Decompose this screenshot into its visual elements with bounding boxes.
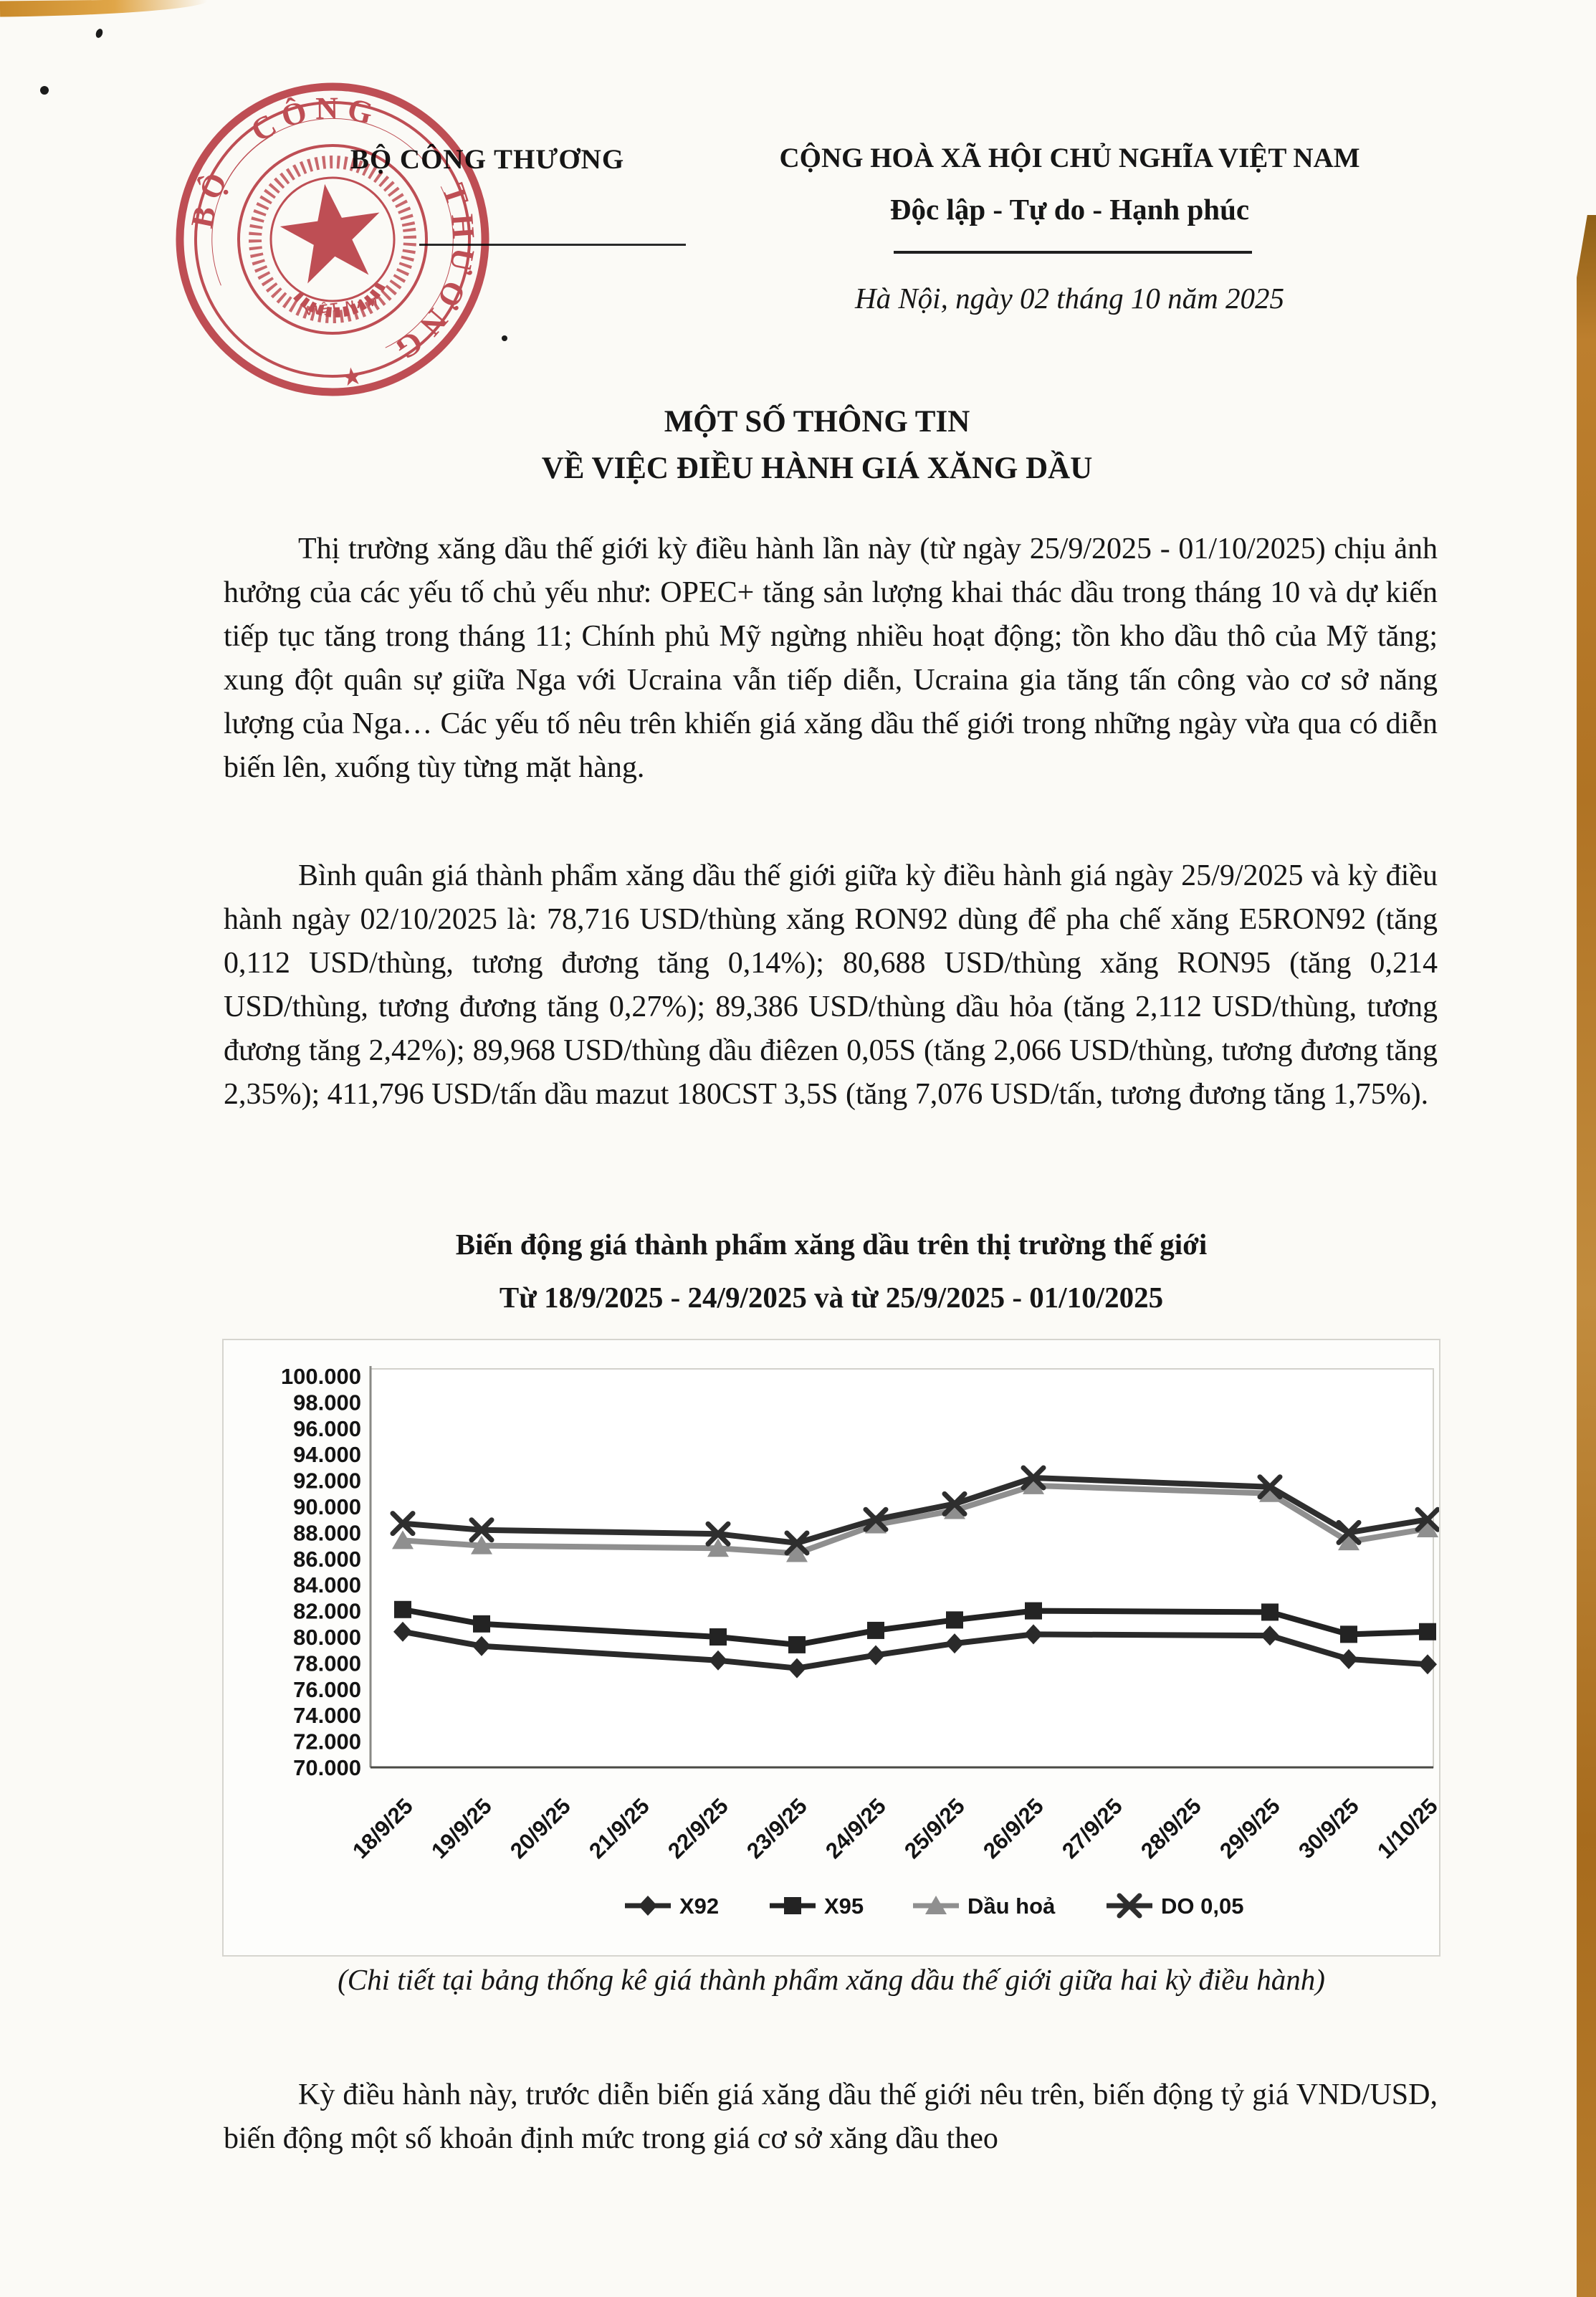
y-tick-label: 88.000 — [293, 1520, 361, 1546]
legend-item-Dầu hoả — [913, 1894, 1056, 1919]
x-tick-label: 1/10/25 — [1372, 1793, 1439, 1864]
legend-label: DO 0,05 — [1161, 1894, 1244, 1919]
plot-area — [371, 1369, 1433, 1767]
marker-square — [867, 1622, 884, 1639]
x-tick-label: 27/9/25 — [1057, 1793, 1127, 1864]
stamp-emblem-caption: VIỆT NAM — [303, 294, 381, 319]
y-tick-label: 78.000 — [293, 1651, 361, 1676]
marker-square — [1340, 1625, 1357, 1643]
y-tick-label: 94.000 — [293, 1442, 361, 1468]
y-tick-label: 70.000 — [293, 1755, 361, 1780]
marker-diamond — [639, 1896, 657, 1916]
body-paragraph-2: Bình quân giá thành phẩm xăng dầu thế giới giữa kỳ điều hành giá ngày 25/9/2025 và kỳ điều hành ngày 02/10/2025 là: 78,716 USD/thùng xăng RON92 dùng để pha chế xăng E5RON92 (tăng 0,112 USD/thùng, tương đương tăng 0,14%); 80,688 USD/thùng xăng RON95 (tăng 0,214 USD/thùng, tương đương tăng 0,27%); 89,386 USD/thùng dầu hỏa (tăng 2,112 USD/thùng, tương đương tăng 2,42%); 89,968 USD/thùng dầu điêzen 0,05S (tăng 2,066 USD/thùng, tương đương tăng 2,35%); 411,796 USD/tấn dầu mazut 180CST 3,5S (tăng 7,076 USD/tấn, tương đương tăng 1,75%). — [224, 859, 1438, 1111]
legend-label: X95 — [824, 1894, 864, 1919]
x-tick-label: 19/9/25 — [426, 1793, 497, 1864]
closing-paragraph: Kỳ điều hành này, trước diễn biến giá xăng dầu thế giới nêu trên, biến động tỷ giá VND/USD, biến động một số khoản định mức trong giá cơ sở xăng dầu theo — [224, 2078, 1438, 2155]
y-tick-label: 96.000 — [293, 1415, 361, 1441]
ink-dot — [40, 86, 49, 95]
y-tick-label: 80.000 — [293, 1625, 361, 1650]
place-date-line: Hà Nội, ngày 02 tháng 10 năm 2025 — [854, 282, 1285, 315]
org-name: BỘ CÔNG THƯƠNG — [350, 144, 625, 175]
legend-item-X92 — [625, 1894, 719, 1919]
x-tick-label: 21/9/25 — [584, 1793, 654, 1864]
national-title: CỘNG HOÀ XÃ HỘI CHỦ NGHĨA VIỆT NAM — [779, 143, 1360, 173]
x-tick-label: 22/9/25 — [663, 1793, 733, 1864]
ministry-stamp-graphic — [171, 77, 494, 401]
y-tick-label: 74.000 — [293, 1703, 361, 1729]
marker-square — [784, 1897, 801, 1914]
ink-dot — [95, 28, 104, 39]
marker-square — [1261, 1603, 1279, 1620]
marker-square — [709, 1628, 727, 1646]
scan-corner-smudge — [0, 0, 208, 17]
stamp-text-bo: BỘ — [183, 161, 238, 231]
x-tick-label: 30/9/25 — [1294, 1793, 1364, 1864]
doc-title-line2: VỀ VIỆC ĐIỀU HÀNH GIÁ XĂNG DẦU — [541, 452, 1093, 486]
legend-item-DO 0,05 — [1107, 1894, 1243, 1919]
x-tick-label: 29/9/25 — [1215, 1793, 1285, 1864]
x-tick-label: 20/9/25 — [505, 1793, 575, 1864]
legend-label: X92 — [679, 1894, 720, 1919]
marker-square — [473, 1615, 490, 1633]
motto-rule — [894, 251, 1252, 254]
ink-dot — [502, 335, 507, 341]
stamp-text-cong: CÔNG — [244, 90, 383, 149]
price-chart — [222, 1339, 1440, 1957]
national-motto: Độc lập - Tự do - Hạnh phúc — [889, 193, 1250, 226]
y-tick-label: 82.000 — [293, 1598, 361, 1624]
y-tick-label: 92.000 — [293, 1468, 361, 1494]
legend-label: Dầu hoả — [967, 1894, 1056, 1919]
y-tick-label: 100.000 — [280, 1364, 361, 1389]
marker-square — [1419, 1623, 1436, 1641]
stamp-star-glyph: ★ — [339, 363, 365, 393]
x-tick-label: 23/9/25 — [742, 1793, 812, 1864]
doc-title-line1: MỘT SỐ THÔNG TIN — [664, 405, 970, 439]
doc-title — [201, 398, 1433, 492]
x-tick-label: 24/9/25 — [821, 1793, 891, 1864]
y-tick-label: 86.000 — [293, 1546, 361, 1572]
chart-heading-line2: Từ 18/9/2025 - 24/9/2025 và từ 25/9/2025 - 01/10/2025 — [499, 1281, 1164, 1314]
x-tick-label: 26/9/25 — [978, 1793, 1048, 1864]
chart-caption: (Chi tiết tại bảng thống kê giá thành phẩm xăng dầu thế giới giữa hai kỳ điều hành) — [338, 1963, 1325, 1996]
y-tick-label: 84.000 — [293, 1572, 361, 1598]
y-tick-label: 90.000 — [293, 1494, 361, 1519]
x-tick-label: 18/9/25 — [348, 1793, 418, 1864]
price-chart-svg — [224, 1340, 1439, 1955]
y-tick-label: 72.000 — [293, 1729, 361, 1754]
scan-edge-stripe — [1577, 215, 1596, 2297]
x-tick-label: 28/9/25 — [1136, 1793, 1206, 1864]
stamp-text-thuong: THƯƠNG — [383, 178, 482, 371]
y-tick-label: 76.000 — [293, 1676, 361, 1702]
ministry-stamp — [171, 77, 494, 401]
stamp-emblem — [226, 133, 439, 345]
marker-square — [788, 1636, 806, 1653]
marker-square — [1025, 1603, 1042, 1620]
marker-square — [946, 1611, 963, 1628]
chart-heading-line1: Biến động giá thành phẩm xăng dầu trên thị trường thế giới — [455, 1228, 1208, 1261]
legend-item-X95 — [770, 1894, 864, 1919]
body-paragraph-1: Thị trường xăng dầu thế giới kỳ điều hành lần này (từ ngày 25/9/2025 - 01/10/2025) chịu ảnh hưởng của các yếu tố chủ yếu như: OPEC+ tăng sản lượng khai thác dầu trong tháng 10 và dự kiến tiếp tục tăng trong tháng 11; Chính phủ Mỹ ngừng nhiều hoạt động; tồn kho dầu thô của Mỹ tăng; xung đột quân sự giữa Nga với Ucraina vẫn tiếp diễn, Ucraina gia tăng tấn công vào cơ sở năng lượng của Nga… Các yếu tố nêu trên khiến giá xăng dầu thế giới trong những ngày vừa qua có diễn biến lên, xuống tùy từng mặt hàng. — [224, 533, 1438, 784]
x-tick-label: 25/9/25 — [899, 1793, 970, 1864]
marker-square — [394, 1601, 411, 1618]
y-tick-label: 98.000 — [293, 1390, 361, 1415]
